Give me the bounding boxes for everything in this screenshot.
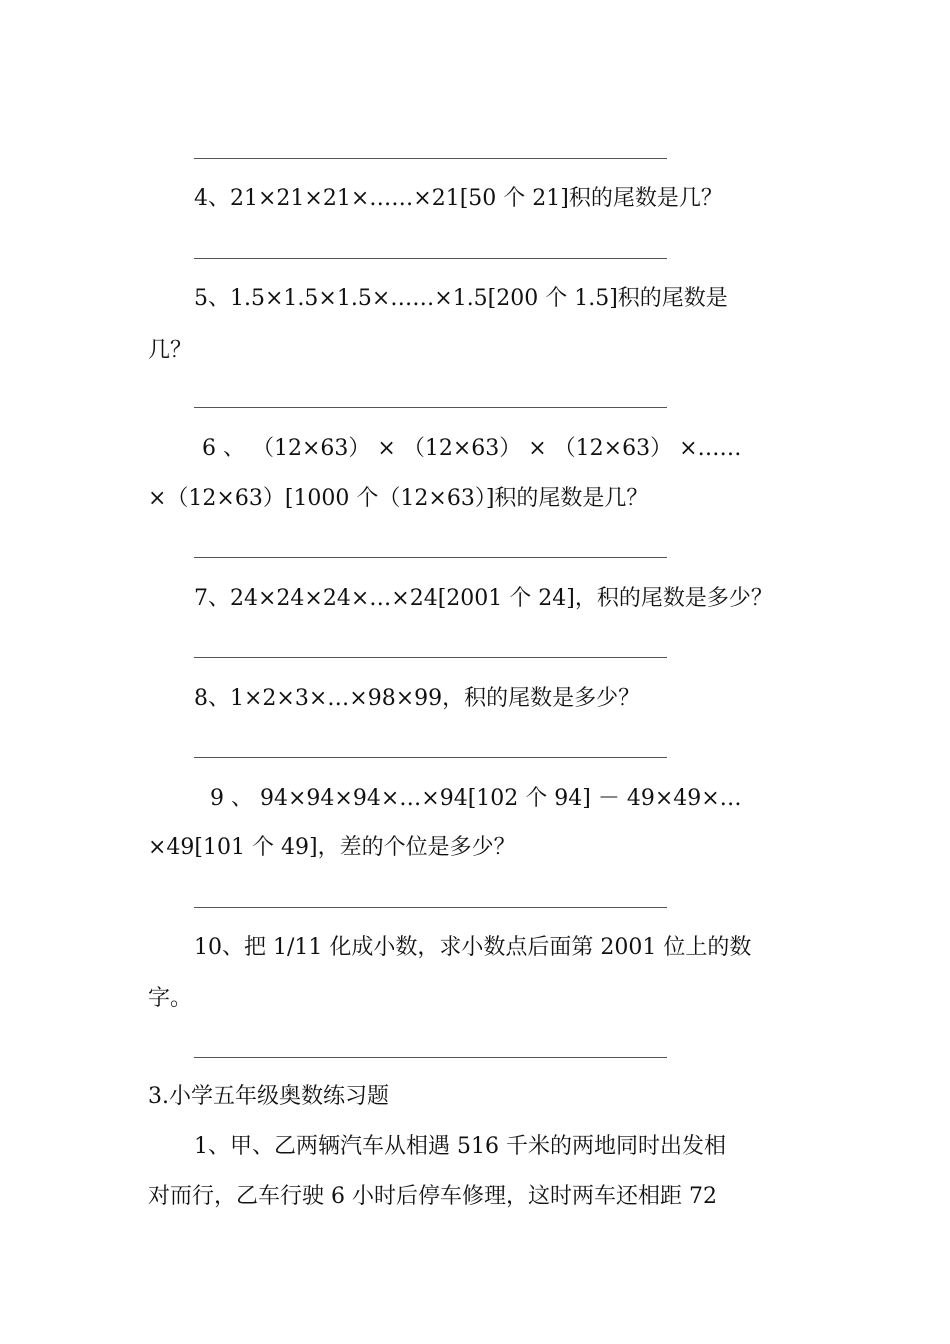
question-7: 7、24×24×24×…×24[2001 个 24]，积的尾数是多少？ <box>194 586 773 611</box>
question-9-line-1: 9 、 94×94×94×…×94[102 个 94] － 49×49×… <box>210 786 742 811</box>
question-10-line-2: 字。 <box>148 986 193 1011</box>
answer-line <box>194 258 667 259</box>
answer-line <box>194 1057 667 1058</box>
question-6-line-1: 6 、 （12×63） × （12×63） × （12×63） ×…… <box>202 436 742 461</box>
question-9-line-2: ×49[101 个 49]，差的个位是多少？ <box>148 835 516 860</box>
question-5-line-2: 几？ <box>148 338 193 363</box>
question-8: 8、1×2×3×…×98×99，积的尾数是多少？ <box>194 686 641 711</box>
answer-line <box>194 757 667 758</box>
section-3-question-1-line-2: 对而行，乙车行驶 6 小时后停车修理，这时两车还相距 72 <box>148 1184 717 1209</box>
answer-line <box>194 158 667 159</box>
answer-line <box>194 557 667 558</box>
answer-line <box>194 407 667 408</box>
question-6-line-2: ×（12×63）[1000 个（12×63）]积的尾数是几？ <box>148 486 649 511</box>
answer-line <box>194 657 667 658</box>
question-10-line-1: 10、把 1/11 化成小数，求小数点后面第 2001 位上的数 <box>194 935 752 960</box>
section-3-question-1-line-1: 1、甲、乙两辆汽车从相遇 516 千米的两地同时出发相 <box>194 1134 726 1159</box>
answer-line <box>194 907 667 908</box>
question-4: 4、21×21×21×……×21[50 个 21]积的尾数是几？ <box>194 186 723 211</box>
section-heading: 3.小学五年级奥数练习题 <box>148 1084 389 1109</box>
question-5-line-1: 5、1.5×1.5×1.5×……×1.5[200 个 1.5]积的尾数是 <box>194 286 728 311</box>
